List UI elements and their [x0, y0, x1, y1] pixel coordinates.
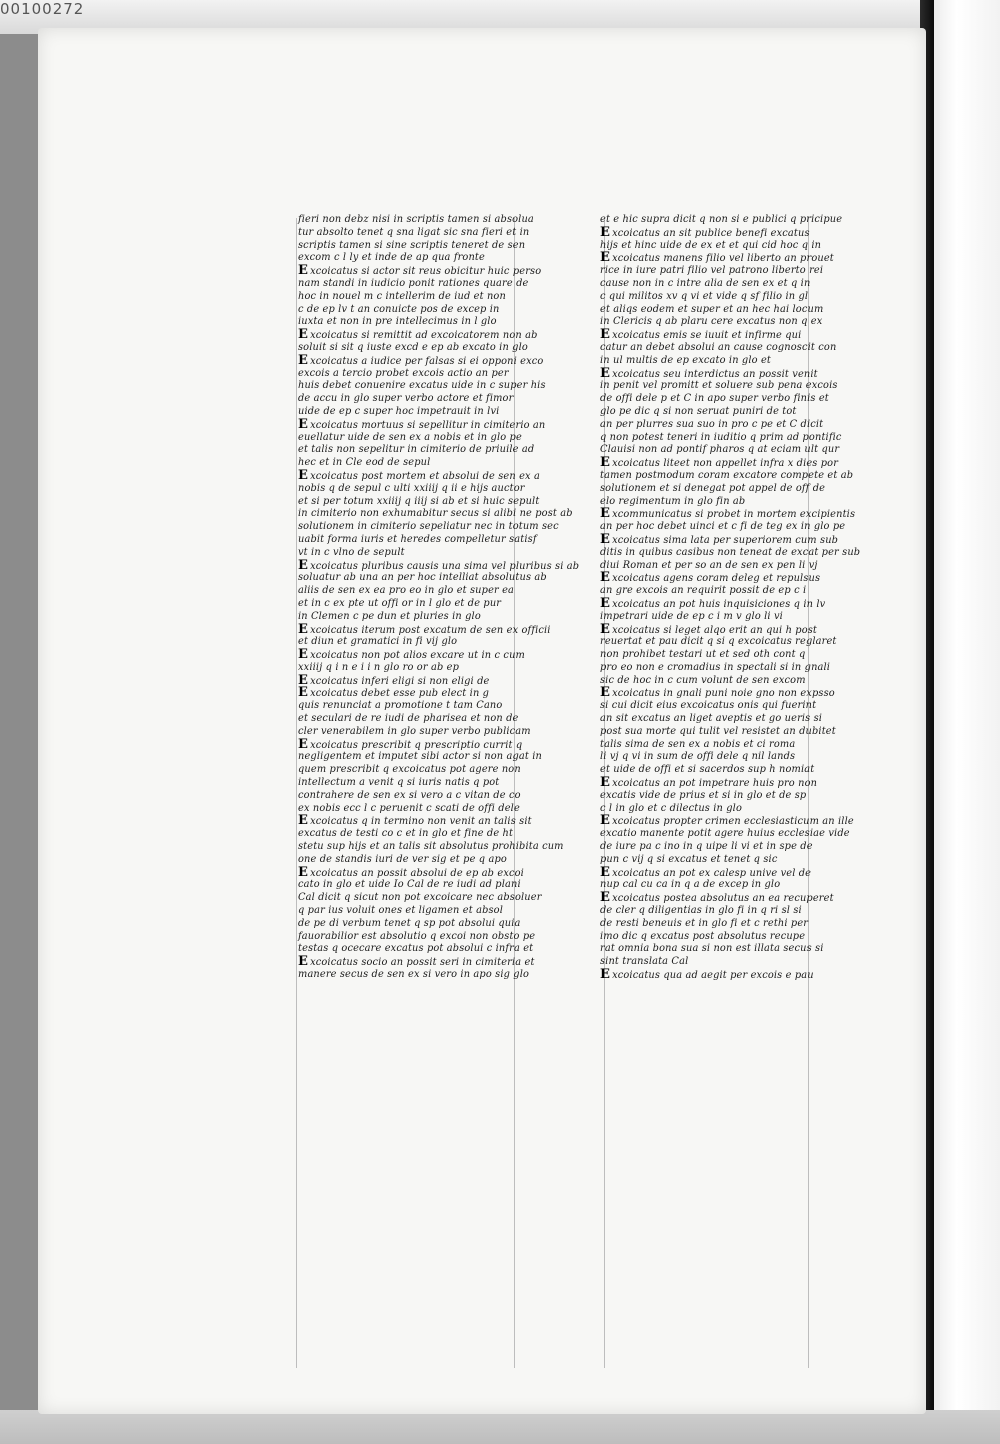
text-line — [600, 777, 818, 790]
line-text: rice in iure patri filio vel patrono liberto rei — [600, 265, 824, 277]
film-frame-right — [928, 0, 1000, 1444]
line-text: an per hoc debet uinci et c fi de teg ex in glo pe — [600, 521, 846, 533]
rubric-initial: E — [600, 595, 611, 611]
text-column-left — [298, 214, 580, 982]
text-line — [298, 725, 531, 739]
rubric-initial: E — [600, 775, 611, 791]
text-line — [600, 291, 818, 304]
text-line — [600, 828, 850, 841]
text-line — [600, 329, 818, 342]
line-text: in penit vel promitt et soluere sub pena excois — [600, 380, 838, 392]
text-line — [600, 585, 818, 598]
line-text: Clauisi non ad pontif pharos q at eciam ult qur — [600, 444, 840, 456]
text-line — [298, 943, 534, 956]
line-text: xcoicatus an sit publice benefi excatus — [612, 227, 810, 239]
text-line — [600, 700, 818, 713]
text-line — [600, 316, 823, 329]
text-line — [600, 864, 818, 880]
text-line — [298, 263, 542, 279]
line-text: ditis in quibus casibus non teneat de excat per sub — [600, 546, 861, 558]
line-text: xcoicatus sima lata per superiorem cum sub — [612, 534, 839, 546]
text-line — [600, 406, 818, 419]
line-text: hec et in Cle eod de sepul — [298, 457, 431, 469]
line-text: hijs et hinc uide de ex et et qui cid hoc q in — [600, 239, 822, 251]
text-line — [298, 841, 564, 854]
text-line — [600, 661, 831, 675]
line-text: manere secus de sen ex si vero in apo sig glo — [298, 969, 530, 981]
text-line — [600, 303, 824, 317]
text-line — [600, 675, 818, 688]
line-text: de accu in glo super verbo actore et fimor — [298, 393, 514, 405]
line-text: xcoicatus liteet non appellet infra x dies por — [612, 458, 839, 470]
rubric-initial: E — [600, 685, 611, 701]
text-line — [298, 789, 521, 803]
image-label: 00100272 — [0, 0, 85, 18]
text-line — [298, 751, 542, 764]
text-line — [298, 813, 532, 829]
line-text: tur absolto tenet q sna ligat sic sna fieri et in — [298, 226, 530, 238]
line-text: euellatur uide de sen ex a nobis et in glo pe — [298, 431, 522, 443]
line-text: c qui militos xv q vi et vide q sf filio in gl — [600, 290, 809, 302]
line-text: nam standi in iudicio ponit rationes quare de — [298, 277, 529, 289]
line-text: et in c ex pte ut offi or in l glo et de pur — [298, 597, 502, 609]
text-line — [298, 892, 542, 905]
text-line — [298, 687, 516, 700]
line-text: in ul multis de ep excato in glo et — [600, 354, 771, 366]
rubric-initial: E — [600, 224, 611, 240]
rubric-initial: E — [600, 967, 611, 983]
line-text: stetu sup hijs et an talis sit absolutus prohibita cum — [298, 841, 564, 853]
text-line — [600, 611, 818, 624]
line-text: excatus de testi co c et in glo et fine de ht — [298, 828, 514, 840]
line-text: an sit excatus an liget aveptis et go ueris si — [600, 713, 823, 725]
line-text: solutionem in cimiterio sepeliatur nec in totum sec — [298, 521, 559, 533]
line-text: testas q ocecare excatus pot absolui c infra et — [298, 943, 534, 955]
text-line — [298, 457, 516, 470]
text-line — [600, 365, 818, 381]
text-line — [600, 431, 842, 445]
text-line — [600, 685, 835, 701]
line-text: in Clericis q ab plaru cere excatus non q ex — [600, 316, 823, 328]
text-line — [298, 252, 516, 265]
line-text: xcoicatus prescribit q prescriptio currit q — [310, 739, 523, 751]
line-text: xcoicatus an possit absolui de ep ab excoi — [310, 867, 524, 879]
text-line — [600, 636, 837, 649]
text-line — [600, 250, 834, 266]
line-text: iuxta et non in pre intellecimus in l glo — [298, 316, 497, 328]
text-line — [298, 416, 546, 432]
text-line — [298, 291, 516, 304]
line-text: xcoicatus socio an possit seri in cimiteria et — [310, 957, 535, 969]
text-line — [298, 636, 516, 649]
rubric-initial: E — [600, 813, 611, 829]
line-text: huis debet conuenire excatus uide in c super his — [298, 380, 546, 392]
text-line — [298, 368, 516, 381]
text-line — [600, 546, 861, 560]
line-text: in Clemen c pe dun et pluries in glo — [298, 610, 481, 622]
rubric-initial: E — [600, 455, 611, 471]
text-line — [600, 813, 854, 829]
line-text: soluit si sit q iuste excd e ep ab excato in glo — [298, 341, 528, 353]
line-text: de iure pa c ino in q uipe li vi et in spe de — [600, 841, 813, 853]
line-text: sint translata Cal — [600, 956, 689, 968]
text-line — [298, 406, 516, 419]
text-line — [600, 621, 818, 637]
text-line — [298, 214, 534, 227]
text-line — [600, 214, 843, 227]
line-text: contrahere de sen ex si vero a c vitan de co — [298, 789, 521, 801]
text-line — [600, 841, 818, 854]
line-text: xcoicatus in gnali puni noie gno non expsso — [612, 688, 835, 700]
rubric-initial: E — [600, 327, 611, 343]
text-line — [298, 521, 559, 534]
film-frame-bottom — [0, 1410, 1000, 1444]
line-text: xcoicatus manens filio vel liberto an prouet — [612, 253, 834, 265]
rubric-initial: E — [600, 570, 611, 586]
rubric-initial: E — [600, 864, 611, 880]
line-text: et diun et gramatici in fi vij glo — [298, 636, 458, 648]
line-text: reuertat et pau dicit q si q excoicatus reglaret — [600, 636, 837, 648]
text-line — [600, 278, 818, 291]
line-text: fauorabilior est absolutio q excoi non obsto pe — [298, 930, 536, 942]
text-line — [298, 572, 547, 585]
rubric-initial: E — [298, 416, 309, 432]
text-line — [298, 533, 537, 547]
line-text: li vj q vi in sum de offi dele q nil lands — [600, 751, 796, 763]
line-text: one de standis iuri de ver sig et pe q apo — [298, 853, 507, 865]
text-line — [298, 713, 519, 726]
rubric-initial: E — [298, 647, 309, 663]
line-text: cler venerabilem in glo super verbo publicam — [298, 725, 531, 737]
line-text: imo dic q excatus post absolutus recupe — [600, 930, 806, 942]
rubric-initial: E — [600, 250, 611, 266]
text-line — [298, 879, 521, 892]
text-line — [298, 482, 525, 496]
line-text: xcoicatus si leget alqo erit an qui h post — [612, 624, 818, 636]
text-line — [298, 327, 538, 343]
line-text: xcoicatus an pot impetrare huis pro non — [612, 778, 818, 790]
text-line — [298, 611, 516, 624]
text-line — [298, 864, 524, 880]
line-text: quem prescribit q excoicatus pot agere non — [298, 764, 521, 776]
rubric-initial: E — [298, 352, 309, 368]
line-text: excatis vide de prius et si in glo et de sp — [600, 789, 807, 801]
line-text: q par ius voluit ones et ligamen et absol — [298, 905, 503, 917]
rubric-initial: E — [298, 672, 309, 688]
text-line — [298, 777, 516, 790]
rubric-initial: E — [298, 263, 309, 279]
line-text: de resti beneuis et in glo fi et c rethi per — [600, 917, 809, 929]
text-line — [298, 380, 546, 393]
line-text: et aliqs eodem et super et an hec hai locum — [600, 303, 824, 315]
text-line — [298, 304, 516, 317]
line-text: an gre excois an requirit possit de ep c i — [600, 585, 807, 597]
line-text: xxiiij q i n e i i n glo ro or ab ep — [298, 661, 459, 673]
text-line — [600, 560, 818, 573]
line-text: xcoicatus qua ad aegit per excois e pau — [612, 970, 814, 982]
line-text: catur an debet absolui an cause cognoscit con — [600, 341, 837, 353]
text-line — [600, 341, 837, 355]
line-text: et seculari de re iudi de pharisea et non de — [298, 713, 519, 725]
line-text: fieri non debz nisi in scriptis tamen si absolua — [298, 214, 534, 225]
rubric-initial: E — [600, 621, 611, 637]
line-text: c l in glo et c dilectus in glo — [600, 802, 742, 814]
line-text: xcoicatus iterum post excatum de sen ex officii — [310, 624, 551, 636]
text-line — [600, 482, 826, 496]
ruling-line — [296, 218, 297, 1368]
text-line — [298, 954, 535, 970]
text-line — [298, 917, 521, 931]
text-line — [298, 598, 516, 611]
text-line — [600, 725, 836, 739]
text-line — [298, 621, 551, 637]
line-text: excois a tercio probet excois actio an per — [298, 367, 509, 379]
text-line — [600, 521, 846, 534]
line-text: in cimiterio non exhumabitur secus si alibi ne post ab — [298, 508, 573, 520]
line-text: xcoicatus propter crimen ecclesiasticum an ille — [612, 816, 854, 828]
text-line — [600, 764, 818, 777]
rubric-initial: E — [298, 736, 309, 752]
line-text: et e hic supra dicit q non si e publici q pricipue — [600, 214, 843, 225]
line-text: vt in c vlno de sepult — [298, 546, 405, 558]
text-line — [600, 956, 818, 969]
line-text: de offi dele p et C in apo super verbo finis et — [600, 393, 829, 405]
text-line — [600, 751, 818, 764]
rubric-initial: E — [298, 685, 309, 701]
rubric-initial: E — [298, 467, 309, 483]
line-text: quis renunciat a promotione t tam Cano — [298, 700, 503, 712]
line-text: soluatur ab una an per hoc intelliat absolutus ab — [298, 572, 547, 584]
line-text: uide de ep c super hoc impetrauit in lvi — [298, 405, 500, 417]
text-line — [600, 739, 818, 752]
text-line — [298, 969, 530, 982]
text-line — [298, 700, 516, 713]
text-line — [600, 506, 856, 522]
text-line — [600, 943, 824, 956]
line-text: xcoicatus emis se iuuit et infirme qui — [612, 330, 802, 342]
rubric-initial: E — [298, 557, 309, 573]
line-text: de cler q diligentias in glo fi in q ri sl si — [600, 905, 802, 917]
text-line — [298, 508, 573, 521]
text-line — [298, 736, 523, 752]
line-text: pun c vij q si excatus et tenet q sic — [600, 853, 778, 865]
text-line — [298, 277, 529, 291]
text-line — [298, 239, 526, 253]
text-line — [298, 226, 530, 240]
text-line — [298, 547, 516, 560]
text-line — [298, 802, 520, 816]
line-text: excatio manente potit agere huius ecclesiae vide — [600, 828, 850, 840]
text-line — [298, 662, 516, 675]
line-text: cato in glo et uide Io Cal de re iudi ad plani — [298, 879, 521, 891]
text-line — [600, 570, 821, 586]
text-line — [600, 444, 840, 457]
line-text: elo regimentum in glo fin ab — [600, 495, 746, 507]
text-line — [600, 355, 818, 368]
line-text: xcoicatus seu interdictus an possit venit — [612, 368, 818, 380]
text-line — [600, 265, 824, 278]
line-text: xcoicatus mortuus si sepellitur in cimiterio an — [310, 419, 546, 431]
line-text: Cal dicit q sicut non pot excoicare nec absoluer — [298, 892, 542, 904]
text-line — [298, 352, 544, 368]
text-line — [600, 713, 823, 726]
rubric-initial: E — [600, 506, 611, 522]
text-line — [600, 224, 818, 240]
line-text: hoc in nouel m c intellerim de iud et non — [298, 290, 506, 302]
line-text: xcommunicatus si probet in mortem excipientis — [612, 509, 856, 521]
line-text: nup cal cu ca in q a de excep in glo — [600, 879, 781, 891]
line-text: xcoicatus postea absolutus an ea recuperet — [612, 893, 834, 905]
text-line — [298, 764, 521, 777]
line-text: rat omnia bona sua si non est illata secus si — [600, 943, 824, 955]
rubric-initial: E — [298, 954, 309, 970]
line-text: impetrari uide de ep c i m v glo li vi — [600, 610, 783, 622]
line-text: xcoicatus si remittit ad excoicatorem non ab — [310, 330, 538, 342]
line-text: solutionem et si denegat pot appel de off de — [600, 482, 826, 494]
line-text: xcoicatus an pot ex calesp unive vel de — [612, 867, 812, 879]
line-text: xcoicatus debet esse pub elect in g — [310, 688, 490, 700]
line-text: xcoicatus post mortem et absolui de sen ex a — [310, 470, 540, 482]
text-column-right — [600, 214, 861, 983]
text-line — [298, 467, 540, 483]
text-line — [298, 444, 535, 457]
text-line — [600, 854, 818, 867]
line-text: si cui dicit eius excoicatus onis qui fuerint — [600, 700, 817, 712]
line-text: pro eo non e cromadius in spectali si in gnali — [600, 661, 831, 673]
line-text: excom c l ly et inde de ap qua fronte — [298, 252, 485, 264]
text-line — [600, 931, 818, 944]
line-text: c de ep lv t an conuicte pos de excep in — [298, 303, 500, 315]
text-line — [298, 854, 516, 867]
line-text: xcoicatus an pot huis inquisiciones q in lv — [612, 598, 826, 610]
line-text: et talis non sepelitur in cimiterio de priuile ad — [298, 444, 535, 456]
line-text: diui Roman et per so an de sen ex pen li vj — [600, 559, 818, 571]
line-text: xcoicatus pluribus causis una sima vel pluribus si ab — [310, 560, 580, 572]
text-line — [600, 879, 818, 892]
text-line — [298, 431, 522, 445]
rubric-initial: E — [298, 621, 309, 637]
line-text: cause non in c intre alia de sen ex et q in — [600, 277, 811, 289]
line-text: non prohibet testari ut et sed oth cont q — [600, 649, 806, 661]
line-text: intellectum a venit q si iuris natis q pot — [298, 777, 500, 789]
text-line — [298, 495, 540, 509]
line-text: negligentem et imputet sibi actor si non agat in — [298, 751, 542, 763]
text-line — [600, 393, 829, 406]
text-line — [600, 239, 822, 253]
text-line — [298, 647, 525, 663]
text-line — [600, 380, 838, 393]
line-text: xcoicatus agens coram deleg et repulsus — [612, 573, 821, 585]
text-line — [298, 930, 536, 944]
rubric-initial: E — [298, 327, 309, 343]
line-text: tamen postmodum coram excatore compete et ab — [600, 469, 854, 481]
line-text: xcoicatus non pot alios excare ut in c cum — [310, 650, 525, 662]
text-line — [600, 595, 826, 611]
line-text: sic de hoc in c cum volunt de sen excom — [600, 674, 806, 686]
text-line — [600, 790, 818, 803]
text-line — [600, 496, 818, 509]
line-text: aliis de sen ex ea pro eo in glo et super ea — [298, 585, 515, 597]
text-line — [600, 918, 818, 931]
line-text: glo pe dic q si non seruat puniri de tot — [600, 405, 797, 417]
rubric-initial: E — [600, 365, 611, 381]
text-line — [298, 905, 516, 918]
line-text: et uide de offi et si sacerdos sup h nomiat — [600, 764, 815, 776]
text-line — [298, 393, 516, 406]
rubric-initial: E — [600, 890, 611, 906]
text-line — [600, 969, 818, 982]
text-line — [600, 905, 818, 918]
line-text: xcoicatus a iudice per falsas si ei opponi exco — [310, 355, 544, 367]
line-text: scriptis tamen si sine scriptis teneret de sen — [298, 239, 526, 251]
rubric-initial: E — [600, 531, 611, 547]
rubric-initial: E — [298, 813, 309, 829]
text-line — [600, 890, 834, 906]
text-line — [298, 828, 516, 841]
line-text: an per plurres sua suo in pro c pe et C dicit — [600, 418, 824, 430]
line-text: ex nobis ecc l c peruenit c scati de offi dele — [298, 802, 520, 814]
line-text: post sua morte qui tulit vel resistet an dubitet — [600, 725, 836, 737]
line-text: q non potest teneri in iuditio q prim ad pontific — [600, 431, 842, 443]
text-line — [600, 803, 818, 816]
line-text: nobis q de sepul c ulti xxiiij q ii e hijs auctor — [298, 482, 525, 494]
text-line — [600, 418, 824, 432]
rubric-initial: E — [298, 864, 309, 880]
text-line — [600, 455, 839, 471]
text-line — [298, 316, 516, 329]
line-text: xcoicatus q in termino non venit an talis sit — [310, 816, 532, 828]
line-text: et si per totum xxiiij q iiij si ab et si huic sepult — [298, 495, 540, 507]
text-line — [298, 341, 528, 355]
line-text: de pe di verbum tenet q sp pot absolui quia — [298, 917, 521, 929]
text-line — [298, 557, 580, 573]
text-line — [600, 649, 818, 662]
text-line — [600, 469, 854, 483]
manuscript-leaf — [38, 28, 926, 1414]
text-line — [298, 672, 516, 688]
line-text: talis sima de sen ex a nobis et ci roma — [600, 738, 796, 750]
line-text: xcoicatus si actor sit reus obicitur huic perso — [310, 266, 542, 278]
text-line — [600, 531, 839, 547]
line-text: xcoicatus inferi eligi si non eligi de — [310, 675, 490, 687]
text-line — [298, 585, 516, 598]
line-text: uabit forma iuris et heredes compelletur satisf — [298, 533, 537, 545]
